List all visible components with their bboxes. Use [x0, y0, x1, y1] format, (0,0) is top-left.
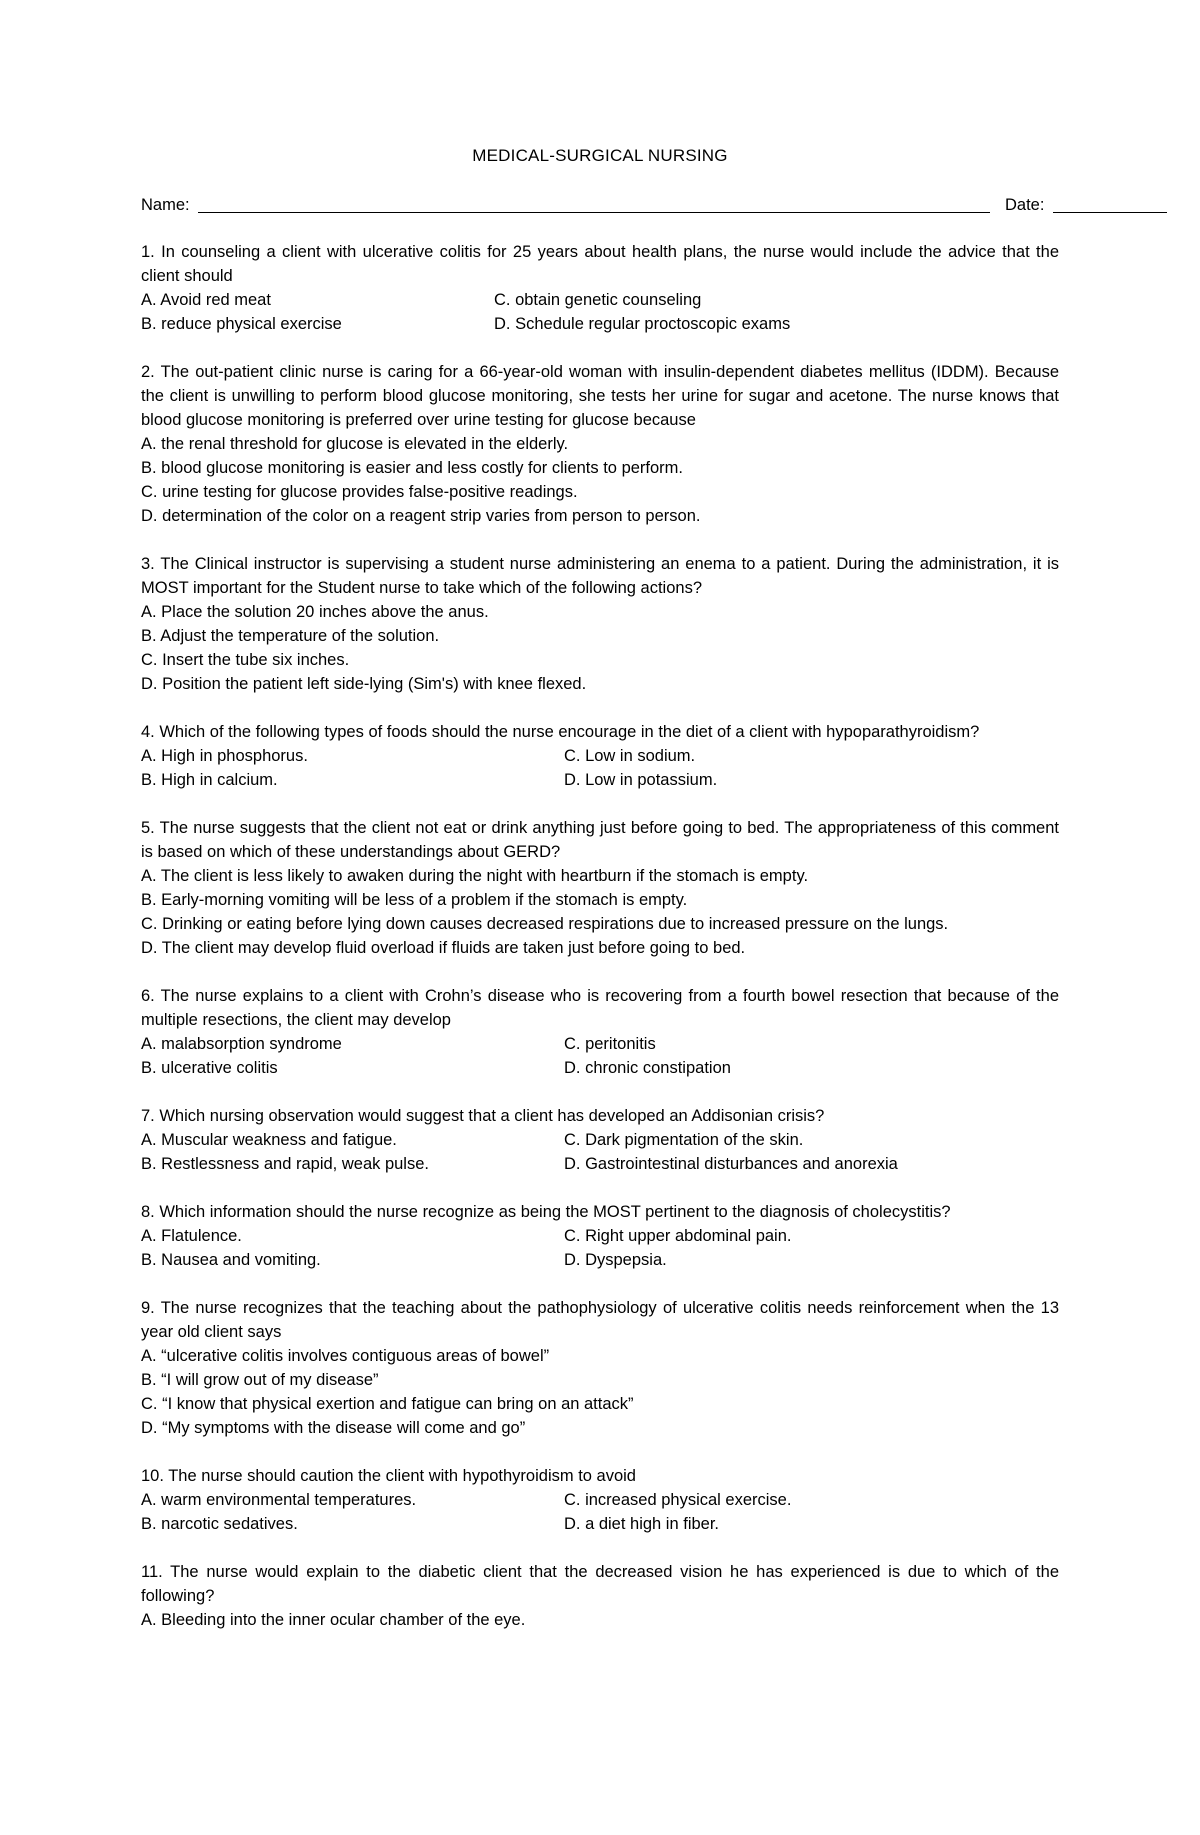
option-c: C. Insert the tube six inches.	[141, 651, 350, 669]
question-9	[141, 1296, 1059, 1440]
question-stem: 5. The nurse suggests that the client not eat or drink anything just before going to bed. The appropriateness of this comment is based on which of these understandings about GERD?	[141, 819, 1059, 861]
option-a: A. Flatulence.	[141, 1227, 242, 1245]
option-d: D. Position the patient left side-lying (Sim's) with knee flexed.	[141, 675, 587, 693]
question-5	[141, 816, 1059, 960]
name-date-header	[141, 193, 1059, 219]
question-6	[141, 984, 1059, 1080]
option-c: C. urine testing for glucose provides false-positive readings.	[141, 483, 578, 501]
option-a: A. “ulcerative colitis involves contiguous areas of bowel”	[141, 1347, 550, 1365]
question-stem: 1. In counseling a client with ulcerative colitis for 25 years about health plans, the nurse would include the advice that the client should	[141, 243, 1059, 285]
question-4	[141, 720, 1059, 792]
option-d: D. The client may develop fluid overload if fluids are taken just before going to bed.	[141, 939, 746, 957]
option-c: C. obtain genetic counseling	[494, 291, 702, 309]
question-stem: 6. The nurse explains to a client with Crohn’s disease who is recovering from a fourth bowel resection that because of the multiple resections, the client may develop	[141, 987, 1059, 1029]
question-10	[141, 1464, 1059, 1536]
option-d: D. Low in potassium.	[564, 771, 718, 789]
option-a: A. warm environmental temperatures.	[141, 1491, 417, 1509]
option-c: C. peritonitis	[564, 1035, 656, 1053]
option-a: A. The client is less likely to awaken during the night with heartburn if the stomach is empty.	[141, 867, 809, 885]
option-b: B. Early-morning vomiting will be less of a problem if the stomach is empty.	[141, 891, 688, 909]
question-3	[141, 552, 1059, 696]
options-grid	[141, 288, 1059, 336]
options-grid	[141, 1032, 1059, 1080]
question-stem: 7. Which nursing observation would suggest that a client has developed an Addisonian crisis?	[141, 1107, 825, 1125]
option-a: A. Avoid red meat	[141, 291, 271, 309]
question-1	[141, 240, 1059, 336]
page-title: MEDICAL-SURGICAL NURSING	[472, 146, 728, 165]
option-a: A. Muscular weakness and fatigue.	[141, 1131, 397, 1149]
option-b: B. blood glucose monitoring is easier and less costly for clients to perform.	[141, 459, 684, 477]
option-a: A. Place the solution 20 inches above the anus.	[141, 603, 489, 621]
option-b: B. “I will grow out of my disease”	[141, 1371, 379, 1389]
question-stem: 3. The Clinical instructor is supervising a student nurse administering an enema to a patient. During the administration, it is MOST important for the Student nurse to take which of the following actions?	[141, 555, 1059, 597]
question-stem: 9. The nurse recognizes that the teaching about the pathophysiology of ulcerative colitis needs reinforcement when the 13 year old client says	[141, 1299, 1059, 1341]
option-d: D. determination of the color on a reagent strip varies from person to person.	[141, 507, 701, 525]
date-label: Date:	[1005, 196, 1045, 214]
question-stem: 10. The nurse should caution the client with hypothyroidism to avoid	[141, 1467, 636, 1485]
option-a: A. malabsorption syndrome	[141, 1035, 342, 1053]
option-b: B. reduce physical exercise	[141, 315, 342, 333]
option-c: C. Low in sodium.	[564, 747, 696, 765]
option-c: C. Drinking or eating before lying down causes decreased respirations due to increased pressure on the lungs.	[141, 915, 949, 933]
option-a: A. High in phosphorus.	[141, 747, 308, 765]
question-2	[141, 360, 1059, 528]
option-c: C. increased physical exercise.	[564, 1491, 792, 1509]
question-7	[141, 1104, 1059, 1176]
option-d: D. Gastrointestinal disturbances and anorexia	[564, 1155, 898, 1173]
option-c: C. “I know that physical exertion and fatigue can bring on an attack”	[141, 1395, 634, 1413]
options-grid	[141, 1224, 1059, 1272]
option-a: A. Bleeding into the inner ocular chamber of the eye.	[141, 1611, 526, 1629]
question-11	[141, 1560, 1059, 1632]
option-c: C. Dark pigmentation of the skin.	[564, 1131, 804, 1149]
question-stem: 2. The out-patient clinic nurse is caring for a 66-year-old woman with insulin-dependent diabetes mellitus (IDDM). Because the client is unwilling to perform blood glucose monitoring, she tests her urine for sugar and acetone. The nurse knows that blood glucose monitoring is preferred over urine testing for glucose because	[141, 363, 1059, 429]
option-d: D. chronic constipation	[564, 1059, 731, 1077]
options-grid	[141, 1128, 1059, 1176]
option-a: A. the renal threshold for glucose is elevated in the elderly.	[141, 435, 569, 453]
option-d: D. a diet high in fiber.	[564, 1515, 720, 1533]
option-c: C. Right upper abdominal pain.	[564, 1227, 792, 1245]
question-stem: 11. The nurse would explain to the diabetic client that the decreased vision he has experienced is due to which of the following?	[141, 1563, 1059, 1605]
option-d: D. Dyspepsia.	[564, 1251, 667, 1269]
option-b: B. Nausea and vomiting.	[141, 1251, 321, 1269]
options-grid	[141, 1488, 1059, 1536]
option-d: D. “My symptoms with the disease will come and go”	[141, 1419, 526, 1437]
option-b: B. ulcerative colitis	[141, 1059, 278, 1077]
question-stem: 8. Which information should the nurse recognize as being the MOST pertinent to the diagnosis of cholecystitis?	[141, 1203, 951, 1221]
question-list	[141, 240, 1059, 1656]
option-b: B. narcotic sedatives.	[141, 1515, 298, 1533]
option-b: B. Adjust the temperature of the solution.	[141, 627, 440, 645]
option-b: B. High in calcium.	[141, 771, 278, 789]
name-label: Name:	[141, 196, 190, 214]
options-grid	[141, 744, 1059, 792]
name-blank-line	[198, 212, 990, 213]
option-b: B. Restlessness and rapid, weak pulse.	[141, 1155, 429, 1173]
option-d: D. Schedule regular proctoscopic exams	[494, 315, 791, 333]
question-8	[141, 1200, 1059, 1272]
date-blank-line	[1053, 212, 1167, 213]
question-stem: 4. Which of the following types of foods should the nurse encourage in the diet of a client with hypoparathyroidism?	[141, 723, 980, 741]
